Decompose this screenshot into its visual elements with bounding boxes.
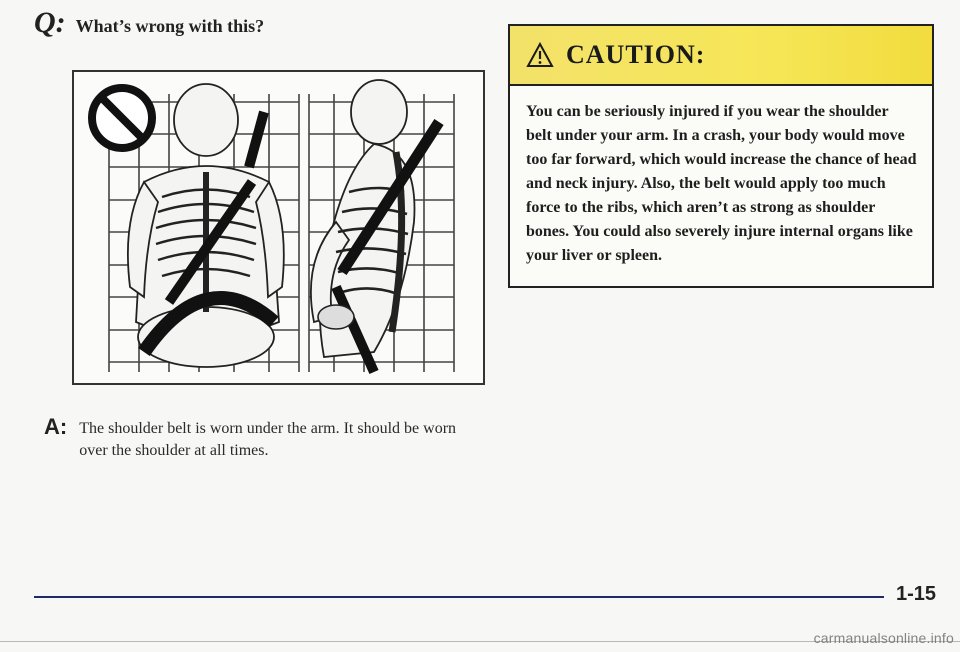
caution-header	[510, 26, 932, 86]
warning-triangle-icon	[526, 42, 554, 68]
answer-text: The shoulder belt is worn under the arm. It should be worn over the shoulder at all times.	[79, 420, 457, 459]
caution-title: CAUTION:	[566, 40, 706, 69]
caution-body: You can be seriously injured if you wear the shoulder belt under your arm. In a crash, your body would move too far forward, which would increase the chance of head and neck injury. Also, the belt would apply too much force to the ribs, which aren’t as strong as shoulder bones. You could also severely injure internal organs like your liver or spleen.	[526, 103, 917, 264]
footer-rule	[34, 596, 884, 598]
page-number: 1-15	[896, 583, 937, 605]
answer-letter: A:	[44, 414, 68, 439]
seatbelt-drawing	[74, 72, 483, 383]
question-letter: Q:	[34, 6, 66, 39]
answer-block	[44, 415, 484, 462]
question-text: What’s wrong with this?	[75, 16, 265, 36]
watermark: carmanualsonline.info	[813, 630, 954, 646]
seatbelt-illustration	[72, 70, 485, 385]
front-shoulder-belt-top	[249, 112, 264, 167]
caution-box	[508, 24, 934, 288]
side-hand	[318, 305, 354, 329]
prohibition-icon	[92, 88, 152, 148]
question-line	[34, 6, 264, 40]
